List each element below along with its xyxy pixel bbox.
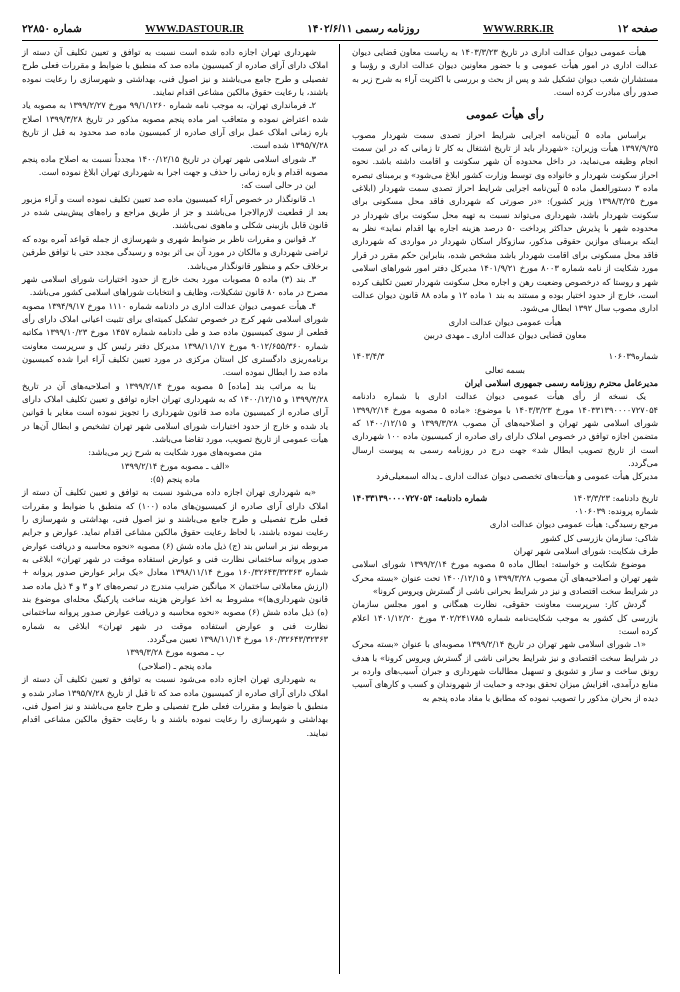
judgment-meta	[352, 492, 658, 505]
left-paragraph-13: «به شهرداری تهران اجازه داده می‌شود نسبت به توافق و تعیین تکلیف آن دسته از املاک دارای آرای صادره از کمیسیون‌های ماده (۱۰۰) که منطبق با ضوابط و مقررات فعلی طرح تفصیلی و طرح جامع می‌باشند و نیز اصول فنی، بهداشتی و شهرسازی را رعایت نموده باشند، با لحاظ رعایت حقوق مالکین مشاعی اقدام نماید. عوارض و جرایم مربوطه نیز بر اساس بند (ج) ذیل ماده شش (۶) مصوبه «نحوه محاسبه و دریافت عوارض صدور پروانه ساختمانی نظارت فنی و عوارض استفاده موقت در شهر تهران» ابلاغی به شماره ۱۶۰/۳۲۶۴۳/۳۲۳۶۳ مورخ ۱۳۹۸/۱۱/۱۴ معادل «یک برابر عوارض صدور پروانه + (ارزش معاملاتی ساختمان × میانگین ضرایب مندرج در تبصره‌های ۲ و ۳ و ۴ ذیل ماده صد قانون شهرداری‌ها)» مشروط به اخذ عوارض هزینه ساخت پارکینگ محله‌ای موضوع بند (ه) ذیل ماده شش (۶) مصوبه «نحوه محاسبه و دریافت عوارض صدور پروانه ساختمانی نظارت فنی و عوارض استفاده موقت در شهر تهران» ابلاغی به شماره ۱۶۰/۳۲۶۴۳/۳۲۳۶۳ مورخ ۱۳۹۸/۱۱/۱۴ تعیین می‌گردد.	[22, 487, 329, 645]
letter-date: ۱۴۰۳/۴/۳	[352, 351, 385, 362]
addressee: مدیرعامل محترم روزنامه رسمی جمهوری اسلامی ایران	[464, 377, 658, 388]
report-quote: «۱ـ شورای اسلامی شهر تهران در تاریخ ۱۳۹۹/۲/۱۴ مصوبه‌ای با عنوان «بسته محرک در شرایط سخت اقتصادی و نیز شرایط بحرانی ناشی از گسترش ویروس کرونا» با هدف رونق ساخت و ساز و تشویق و تسهیل مطالبات شهرداری و جبران آسیب‌های وارده بر منابع درآمدی، افزایش میزان تحقق بودجه و حمایت از شهروندان و کسب و کارهای آسیب دیده از بحران مذکور را تصویب نموده که مطابق با مفاد ماده پنجم به	[352, 639, 658, 703]
rrk-link[interactable]: WWW.RRK.IR	[482, 23, 554, 35]
left-paragraph-7: ۳ـ بند (۳) ماده ۵ مصوبات مورد بحث خارج از حدود اختیارات شورای اسلامی شهر مصرح در ماده ۸۰ قانون تشکیلات، وظایف و انتخابات شوراهای اسلامی کشور می‌باشد.	[22, 273, 328, 298]
page-number: صفحه ۱۲	[617, 23, 658, 35]
defendant: طرف شکایت: شورای اسلامی شهر تهران	[513, 546, 658, 557]
authority: مرجع رسیدگی: هیأت عمومی دیوان عدالت اداری	[489, 519, 658, 530]
signature-director: مدیرکل هیأت عمومی و هیأت‌های تخصصی دیوان عدالت اداری ـ یداله اسمعیلی‌فرد	[376, 471, 658, 482]
judgment-date: تاریخ دادنامه: ۱۴۰۳/۳/۲۳	[573, 492, 658, 503]
letter-meta	[352, 350, 658, 363]
left-paragraph-16: به شهرداری تهران اجازه داده می‌شود نسبت به توافق و تعیین تکلیف آن دسته از املاک دارای آرای صادره از کمیسیون ماده صد که تا قبل از تاریخ ۱۳۹۵/۷/۲۸ صادر شده و منطبق با ضوابط و مقررات فعلی طرح تفصیلی و طرح جامع می‌باشند و نیز اصول فنی، بهداشتی و شهرسازی را رعایت نموده باشند و با رعایت حقوق مالکین مشاعی اقدام نمایند.	[22, 674, 328, 738]
left-paragraph-5: ۱ـ قانونگذار در خصوص آراء کمیسیون ماده صد تعیین تکلیف نموده است و آراء مزبور بعد از قطعیت لازم‌الاجرا می‌باشند و جز از طریق مراجع و راه‌های پیش‌بینی شده در قانون قابل بازبینی شکلی و ماهوی نمی‌باشند.	[22, 193, 328, 231]
left-paragraph-3: ۳ـ شورای اسلامی شهر تهران در تاریخ ۱۴۰۰/۱۲/۱۵ مجدداً نسبت به اصلاح ماده پنجم مصوبه اقدام و بازه زمانی را حذف و جهت اجرا به شهرداری تهران ابلاغ نموده است.	[22, 153, 328, 178]
plaintiff: شاکی: سازمان بازرسی کل کشور	[541, 532, 658, 543]
report: گردش کار: سرپرست معاونت حقوقی، نظارت همگانی و امور مجلس سازمان بازرسی کل کشور به موجب شکایت‌نامه شماره ۳۰۲/۲۴۱۷۸۵ مورخ ۱۴۰۱/۱۲/۲۰ اعلام کرده است:	[352, 599, 658, 637]
bismillah: بسمه تعالی	[485, 364, 525, 375]
letter-body: یک نسخه از رأی هیأت عمومی دیوان عدالت اداری با شماره دادنامه ۱۴۰۳۳۱۳۹۰۰۰۰۷۲۷۰۵۴ مورخ ۱۴۰۳/۳/۲۳ با موضوع: «ماده ۵ مصوبه مورخ ۱۳۹۹/۲/۱۴ شورای اسلامی شهر تهران و اصلاحیه‌های آن مصوب ۱۳۹۹/۳/۲۸ و ۱۴۰۰/۱۲/۱۵ که متضمن اجازه توافق در خصوص املاک دارای رای صادره از کمیسیون ماده ۱۰۰ شهرداری است از تاریخ تصویب ابطال شد» جهت درج در روزنامه رسمی به پیوست ارسال می‌گردد.	[352, 391, 658, 468]
right-column	[352, 46, 658, 705]
left-paragraph-11: «الف ـ مصوبه مورخ ۱۳۹۹/۲/۱۴	[120, 460, 230, 471]
case-number: شماره پرونده: ۰۱۰۶۰۳۹	[574, 506, 658, 516]
issue-number: شماره ۲۲۸۵۰	[22, 23, 82, 35]
left-paragraph-1: شهرداری تهران اجازه داده شده است نسبت به توافق و تعیین تکلیف آن دسته از املاک دارای آرای صادره از کمیسیون ماده صد که منطبق با ضوابط و مقررات فعلی طرح تفصیلی و طرح جامع می‌باشند و نیز اصول فنی، بهداشتی و شهرسازی را رعایت نموده باشند، با رعایت حقوق مالکین مشاعی اقدام نمایند.	[22, 47, 328, 98]
ruling-title: رأی هیأت عمومی	[466, 109, 544, 122]
signature-deputy: معاون قضایی دیوان عدالت اداری ـ مهدی دربین	[423, 329, 587, 340]
left-paragraph-8: ۴ـ هیأت عمومی دیوان عدالت اداری در دادنامه شماره ۱۱۱۰ مورخ ۱۳۹۴/۹/۱۷ مصوبه شورای اسلامی شهر کرج در خصوص تشکیل کمیته‌ای برای تثبیت اعیانی املاک دارای رأی قطعی از سوی کمیسیون ماده صد و طی دادنامه شماره ۱۴۵۷ مورخ ۱۳۹۹/۱۰/۲۳ مکاتبه شماره ۹۰۱۲/۶۵۵/۳۶۰ مورخ ۱۳۹۸/۱۱/۱۷ مدیرکل دفتر رئیس کل و سرپرست معاونت برنامه‌ریزی دادگستری کل استان مرکزی در مورد تعیین تکلیف آراء ابرا شده کمیسیون ماده صد را ابطال نموده است.	[22, 300, 329, 378]
column-divider	[339, 44, 340, 974]
left-paragraph-14: ب ـ مصوبه مورخ ۱۳۹۹/۳/۲۸	[125, 647, 225, 658]
left-paragraph-12: ماده پنجم (۵):	[150, 474, 200, 484]
left-paragraph-10: متن مصوبه‌های مورد شکایت به شرح زیر می‌باشد:	[88, 447, 262, 458]
intro-paragraph: هیأت عمومی دیوان عدالت اداری در تاریخ ۱۴۰۳/۳/۲۳ به ریاست معاون قضایی دیوان عدالت اداری در امور هیأت عمومی و با حضور معاونین دیوان عدالت اداری و رؤسا و مستشاران شعب دیوان تشکیل شد و پس از بحث و بررسی با اکثریت آراء به شرح زیر به صدور رأی مبادرت کرده است.	[352, 47, 658, 98]
left-column	[22, 46, 328, 740]
left-paragraph-4: این در حالی است که:	[241, 180, 316, 191]
letter-number: شماره۱۰۶۰۳۹	[608, 351, 658, 362]
dastour-link[interactable]: WWW.DASTOUR.IR	[145, 23, 244, 35]
left-paragraph-15: ماده پنجم ـ (اصلاحی)	[138, 660, 212, 671]
ruling-paragraph: براساس ماده ۵ آیین‌نامه اجرایی شرایط احراز تصدی سمت شهردار مصوب ۱۳۹۷/۹/۲۵ هیأت وزیران: «شهردار باید از تاریخ اشتغال به کار تا زمانی که در این سمت انجام وظیفه می‌نماید، در داخل محدوده آن شهر سکونت و اقامت داشته باشد. نحوه احراز سکونت شهردار و خانواده وی توسط وزارت کشور ابلاغ می‌شود» و برمبنای تبصره ماده ۳ دستورالعمل ماده ۵ آیین‌نامه اجرایی شرایط احراز تصدی سمت شهردار (ابلاغی مورخ ۱۳۹۸/۳/۲۵ وزیر کشور): «در صورتی که شهرداری فاقد محل مسکونی برای سکونت شهردار باشد، شهرداری می‌تواند نسبت به تهیه محل سکونت برای شهردار در محدوده شهر با پذیرش حداکثر پرداخت ۵۰ درصد هزینه اجاره بها اقدام نماید» نظر به اینکه برمبنای موازین حقوقی مذکور، سازوکار اسکان شهردار در مواردی که شهرداری فاقد محل مسکونی برای اقامت شهردار باشد مشخص شده، بنابراین حکم مقرر در قرار مورد شکایت از نامه شماره ۸۰۰۳ مورخ ۱۴۰۱/۹/۲۱ مدیرکل دفتر امور شوراهای اسلامی شهر و روستا که درخصوص وضعیت رهن و اجاره محل سکونت شهردار تعیین تکلیف کرده است، خارج از حدود اختیار بوده و مستند به بند ۱ ماده ۱۲ و ماده ۸۸ قانون دیوان عدالت اداری مصوب سال ۱۳۹۲ ابطال می‌شود.	[352, 129, 659, 314]
gazette-date: روزنامه رسمی ۱۴۰۲/۶/۱۱	[307, 23, 420, 35]
page-header	[22, 20, 658, 38]
signature-board: هیأت عمومی دیوان عدالت اداری	[448, 316, 562, 327]
left-paragraph-2: ۲ـ فرمانداری تهران، به موجب نامه شماره ۹۹/۱/۱۲۶۰ مورخ ۱۳۹۹/۲/۲۷ به مصوبه یاد شده اعتراض نموده و متعاقب امر ماده پنجم مصوبه مذکور در تاریخ ۱۳۹۹/۳/۲۸ اصلاح باره زمانی املاک عمل برای آرای صادره از کمیسیون ماده صد محدود به قبل از تاریخ ۱۳۹۵/۷/۲۸ شده است.	[22, 100, 328, 151]
judgment-number: شماره دادنامه: ۱۴۰۳۳۱۳۹۰۰۰۰۷۲۷۰۵۴	[352, 492, 488, 503]
left-paragraph-6: ۲ـ قوانین و مقررات ناظر بر ضوابط شهری و شهرسازی از جمله قواعد آمره بوده که تراضی شهرداری و مالکان در مورد آن بی اثر بوده و رسیدگی مجدد حتی با توافق طرفین برخلاف حکم و منظور قانونگذار می‌باشد.	[22, 233, 328, 271]
left-paragraph-9: بنا به مراتب بند [ماده] ۵ مصوبه مورخ ۱۳۹۹/۲/۱۴ و اصلاحیه‌های آن در تاریخ ۱۳۹۹/۳/۲۸ و ۱۴۰۰/۱۲/۱۵ که به شهرداری تهران اجازه توافق و تعیین تکلیف املاک دارای آرای صادره از کمیسیون ماده صد قانون شهرداری را تجویز نموده است مغایر با قوانین یاد شده و خارج از حدود اختیارات شورای اسلامی شهر تهران تشخیص و ابطال آن‌ها در هیأت عمومی از تاریخ تصویب، مورد تقاضا می‌باشد.	[22, 380, 328, 444]
subject: موضوع شکایت و خواسته: ابطال ماده ۵ مصوبه مورخ ۱۳۹۹/۲/۱۴ شورای اسلامی شهر تهران و اصلاحیه‌های آن مصوب ۱۳۹۹/۳/۲۸ و ۱۴۰۰/۱۲/۱۵ تحت عنوان «بسته محرک در شرایط سخت اقتصادی و نیز در شرایط بحرانی ناشی از گسترش ویروس کرونا»	[352, 559, 658, 597]
header-rule	[22, 40, 658, 41]
